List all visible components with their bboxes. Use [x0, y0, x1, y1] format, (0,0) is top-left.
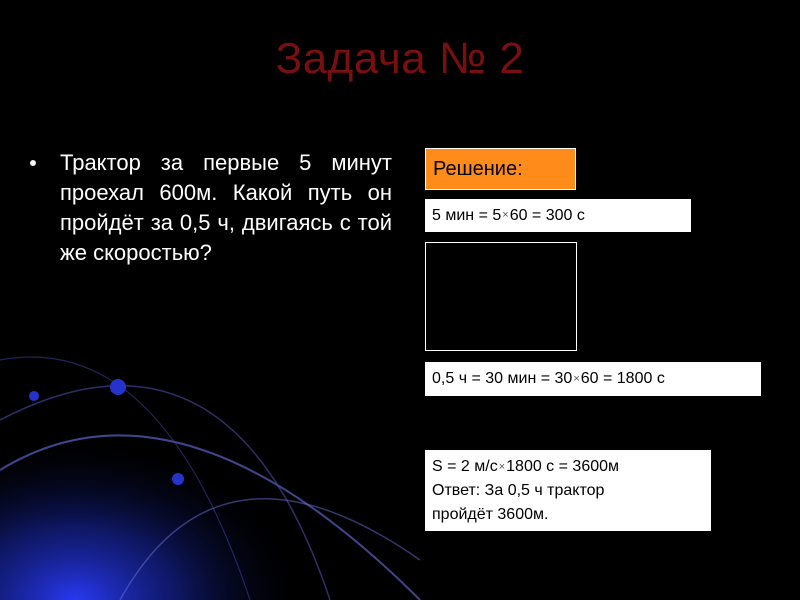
problem-text: Трактор за первые 5 минут проехал 600м. Какой путь он пройдёт за 0,5 ч, двигаясь с той же скоростью?	[60, 150, 392, 265]
step3-line1-left: S = 2 м/с	[432, 458, 498, 476]
step3-box	[425, 450, 711, 531]
bullet-icon	[30, 160, 36, 166]
orbit-dot	[110, 379, 126, 395]
step3-line3: пройдёт 3600м.	[432, 506, 549, 524]
step2-box	[425, 362, 761, 396]
step3-line1-right: 1800 с = 3600м	[506, 458, 620, 476]
step2-left: 0,5 ч = 30 мин = 30	[432, 370, 573, 388]
step1-right: 60 = 300 с	[509, 207, 585, 224]
step3-line2: Ответ: За 0,5 ч трактор	[432, 482, 605, 500]
solution-label: Решение:	[425, 148, 576, 190]
orbit-dot	[172, 473, 184, 485]
times-icon: ×	[573, 373, 580, 385]
step2-right: 60 = 1800 с	[580, 370, 665, 388]
slide-title: Задача № 2	[275, 34, 525, 83]
step3-line1	[432, 455, 711, 479]
step1-box	[425, 199, 691, 232]
times-icon: ×	[502, 209, 509, 222]
empty-box	[425, 242, 577, 351]
blue-glow	[0, 300, 420, 600]
times-icon: ×	[498, 461, 506, 473]
step1-left: 5 мин = 5	[432, 207, 502, 224]
orbit-dot	[29, 391, 39, 401]
